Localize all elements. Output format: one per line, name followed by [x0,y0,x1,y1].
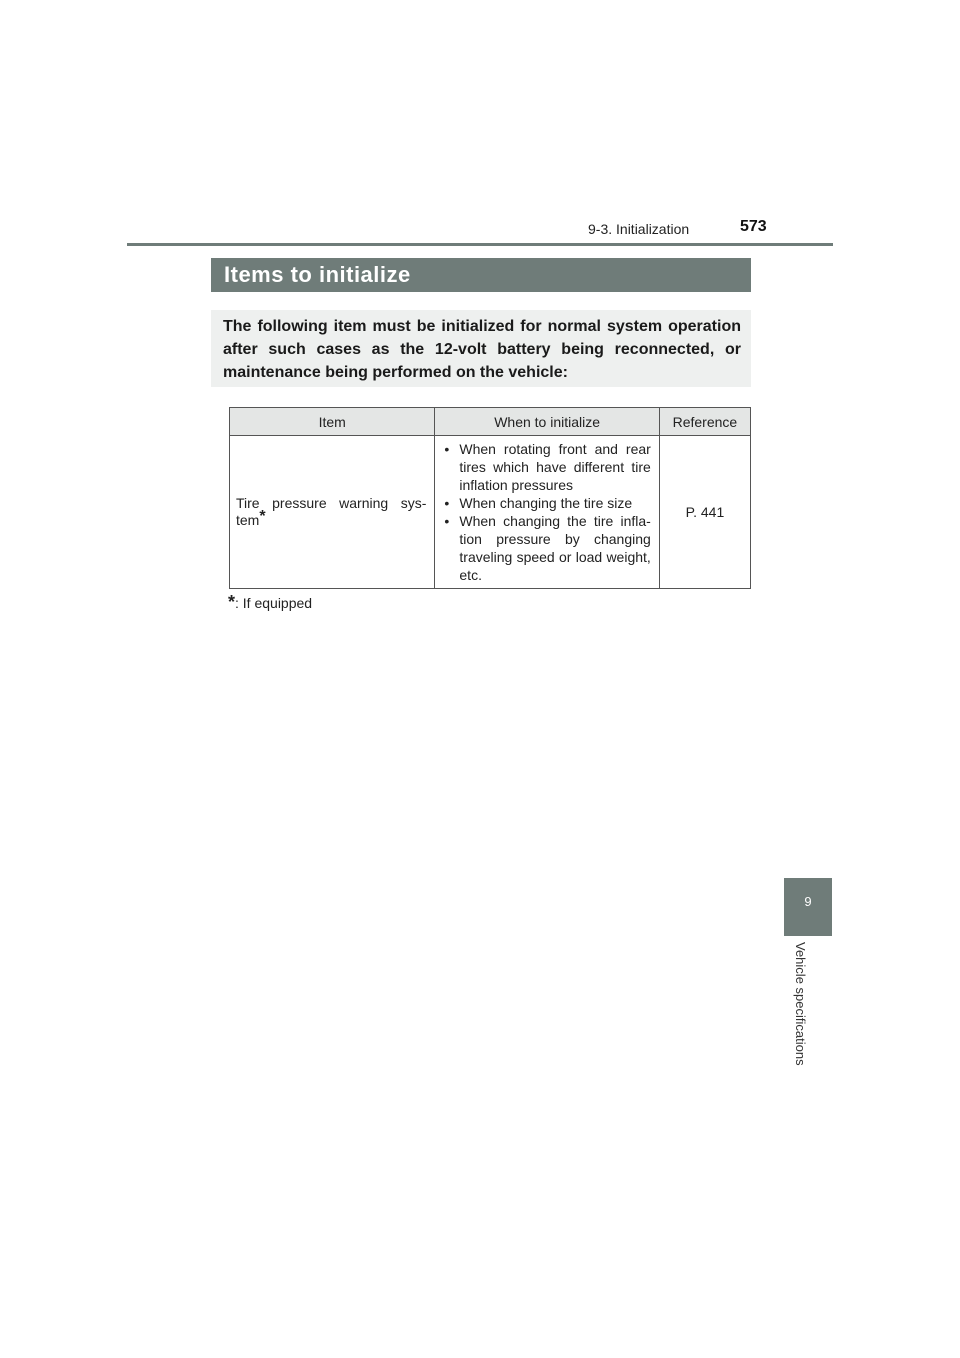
list-item [442,512,650,584]
when-list [442,440,650,584]
bullet-icon: • [444,441,450,457]
section-title-bar [211,258,751,292]
reference-cell: P. 441 [659,436,750,589]
item-name: Tire pressure warning sys-tem [236,495,427,528]
when-cell [435,436,659,589]
intro-box [211,310,751,387]
footnote-marker: * [259,508,266,525]
when-text: When rotating front and rear tires which have different tire inflation pressures [459,441,651,493]
item-cell [230,436,435,589]
column-header-item: Item [230,408,435,436]
section-title: Items to initialize [224,262,411,287]
when-text: When changing the tire infla-tion pressure by changing traveling speed or load weight, etc. [459,513,651,583]
table-header-row [230,408,751,436]
bullet-icon: • [444,495,450,511]
initialization-table [229,407,751,589]
running-header-section: 9-3. Initialization [588,221,690,237]
page-number: 573 [740,218,767,235]
footnote-text: : If equipped [235,595,313,611]
table-row [230,436,751,589]
header-divider [127,243,833,246]
chapter-tab: 9 [784,878,832,936]
bullet-icon: • [444,513,450,529]
footnote-star: * [228,592,236,612]
list-item [442,494,650,512]
list-item [442,440,650,494]
intro-text: The following item must be initialized for normal system operation after such cases as the 12-volt battery being reconnected, or maintenance being performed on the vehicle: [223,318,741,381]
column-header-reference: Reference [659,408,750,436]
column-header-when: When to initialize [435,408,659,436]
chapter-title: Vehicle specifications [793,942,808,1066]
footnote [228,592,313,612]
when-text: When changing the tire size [459,495,633,511]
